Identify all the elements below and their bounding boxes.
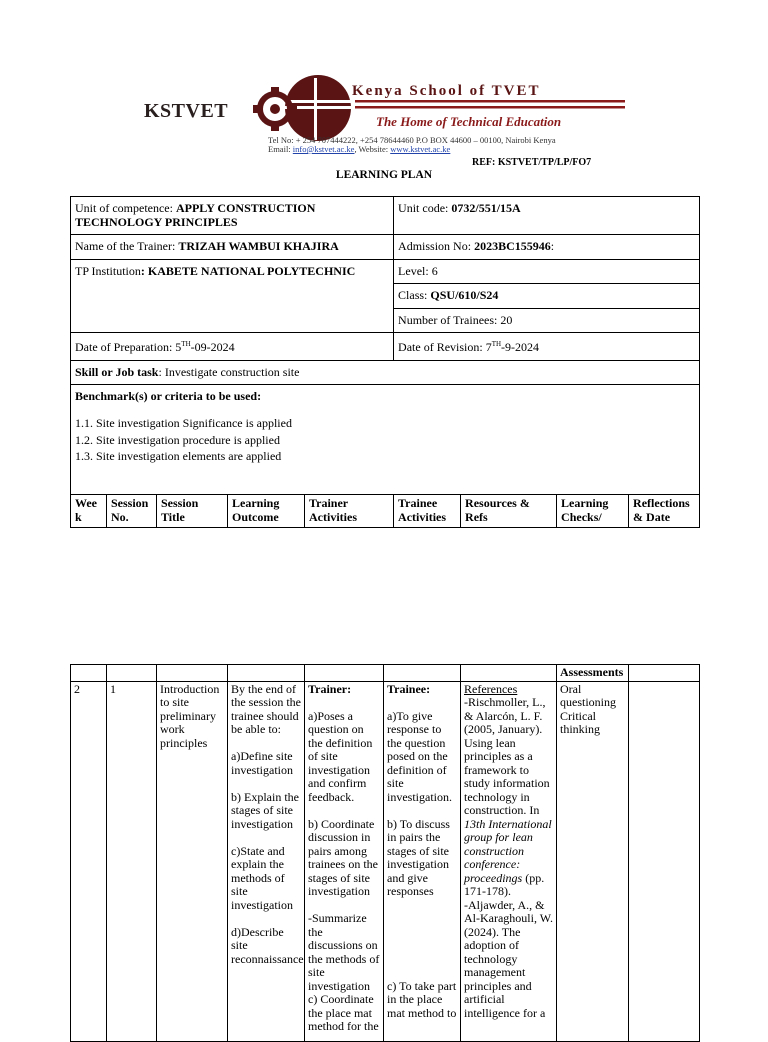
- skill-job-task: Skill or Job task: Investigate construction site: [71, 360, 700, 385]
- col-trainer-activities: Trainer Activities: [305, 495, 394, 528]
- benchmark-item: 1.2. Site investigation procedure is applied: [75, 432, 280, 447]
- date-of-preparation: Date of Preparation: 5TH-09-2024: [71, 333, 394, 361]
- trainer-activities-cell: Trainer: a)Poses a question on the definition of site investigation and confirm feedback. b) Coordinate discussion in pairs among trainees on the stages of site investigation -Summarize the discussions on the methods of site investigation c) Coordinate the place mat method for the: [305, 681, 384, 1041]
- benchmark-item: 1.3. Site investigation elements are applied: [75, 449, 282, 463]
- trainer-activity: a)Poses a question on the definition of site investigation and confirm feedback.: [308, 708, 373, 804]
- col-week: Wee k: [71, 495, 107, 528]
- trainer-name: Name of the Trainer: TRIZAH WAMBUI KHAJIRA: [71, 235, 394, 260]
- benchmarks: Benchmark(s) or criteria to be used: 1.1. Site investigation Significance is applied 1.2. Site investigation procedure is applied 1.3. Site investigation elements are applied: [71, 385, 700, 495]
- benchmark-item: 1.1. Site investigation Significance is applied: [75, 416, 292, 430]
- reflections-cell: [629, 681, 700, 1041]
- outcome-item: a)Define site investigation: [231, 749, 293, 777]
- week-cell: 2: [71, 681, 107, 1041]
- info-table: [70, 196, 700, 528]
- trainer-activity: -Summarize the discussions on the methods of site investigation: [308, 911, 380, 993]
- date-of-revision: Date of Revision: 7TH-9-2024: [394, 333, 700, 361]
- email-line: Email: info@kstvet.ac.ke, Website: www.kstvet.ac.ke: [268, 144, 451, 154]
- plan-column-headers: [71, 495, 700, 528]
- col-resources: Resources & Refs: [461, 495, 557, 528]
- trainee-activity: a)To give response to the question posed on the definition of site investigation.: [387, 708, 452, 804]
- trainee-activities-cell: Trainee: a)To give response to the question posed on the definition of site investigation. b) To discuss in pairs the stages of site investigation and give responses c) To take part in the place mat method to: [384, 681, 461, 1041]
- col-learning-outcome: Learning Outcome: [228, 495, 305, 528]
- resources-cell: References -Rischmoller, L., & Alarcón, L. F. (2005, January). Using lean principles as a framework to study information technology in construction. In 13th International group for lean construction conference: proceedings (pp. 171-178). -Aljawder, A., & Al-Karaghouli, W. (2024). The adoption of technology management principles and artificial intelligence for a: [461, 681, 557, 1041]
- table-row: [71, 681, 700, 1041]
- col-trainee-activities: Trainee Activities: [394, 495, 461, 528]
- website-link[interactable]: www.kstvet.ac.ke: [390, 144, 451, 154]
- tp-institution: TP Institution: KABETE NATIONAL POLYTECHNIC: [71, 259, 394, 333]
- reference-item: -Aljawder, A., & Al-Karaghouli, W. (2024). The adoption of technology management principles and artificial intelligence for a: [464, 897, 553, 1020]
- class: Class: QSU/610/S24: [394, 284, 700, 309]
- check-item: Oral questioning: [560, 681, 616, 709]
- logo-wordmark: KSTVET: [144, 100, 229, 122]
- level: Level: 6: [394, 259, 700, 284]
- col-session-no: Session No.: [107, 495, 157, 528]
- trainee-activity: c) To take part in the place mat method to: [387, 978, 457, 1020]
- number-of-trainees: Number of Trainees: 20: [394, 308, 700, 333]
- outcome-item: d)Describe site reconnaissance: [231, 924, 304, 966]
- session-no-cell: 1: [107, 681, 157, 1041]
- outcome-item: b) Explain the stages of site investigation: [231, 789, 299, 831]
- unit-code: Unit code: 0732/551/15A: [394, 197, 700, 235]
- contact-info: [268, 136, 556, 154]
- outcome-item: c)State and explain the methods of site investigation: [231, 843, 293, 912]
- school-name: Kenya School of TVET: [352, 83, 541, 99]
- plan-table: [70, 664, 700, 1042]
- admission-no: Admission No: 2023BC155946:: [394, 235, 700, 260]
- learning-outcome-cell: By the end of the session the trainee should be able to: a)Define site investigation b) Explain the stages of site investigation c)State and explain the methods of site investigation d)Describe site reconnaissance: [228, 681, 305, 1041]
- trainee-activity: b) To discuss in pairs the stages of site investigation and give responses: [387, 816, 450, 898]
- col-learning-checks: Learning Checks/: [557, 495, 629, 528]
- check-item: Critical thinking: [560, 708, 601, 736]
- email-link[interactable]: info@kstvet.ac.ke: [292, 144, 355, 154]
- trainer-activity: c) Coordinate the place mat method for the: [308, 992, 379, 1033]
- col-session-title: Session Title: [157, 495, 228, 528]
- session-title-cell: Introduction to site preliminary work principles: [157, 681, 228, 1041]
- learning-checks-cell: [557, 681, 629, 1041]
- trainer-activity: b) Coordinate discussion in pairs among trainees on the stages of site investigation: [308, 816, 378, 898]
- unit-of-competence: Unit of competence: APPLY CONSTRUCTION TECHNOLOGY PRINCIPLES: [71, 197, 394, 235]
- document-ref: REF: KSTVET/TP/LP/FO7: [472, 157, 592, 168]
- school-tagline: The Home of Technical Education: [376, 114, 562, 129]
- page-title: LEARNING PLAN: [335, 169, 433, 181]
- reference-item: -Rischmoller, L., & Alarcón, L. F. (2005, January). Using lean principles as a framework to study information technology in construction. In 13th International group for lean construction conference: proceedings (pp. 171-178).: [464, 695, 552, 898]
- tel-line: Tel No: + 254 707444222, +254 78644460 P.O BOX 44600 – 00100, Nairobi Kenya: [268, 135, 556, 145]
- col-reflections: Reflections & Date: [629, 495, 700, 528]
- assessments-header: Assessments: [557, 665, 629, 682]
